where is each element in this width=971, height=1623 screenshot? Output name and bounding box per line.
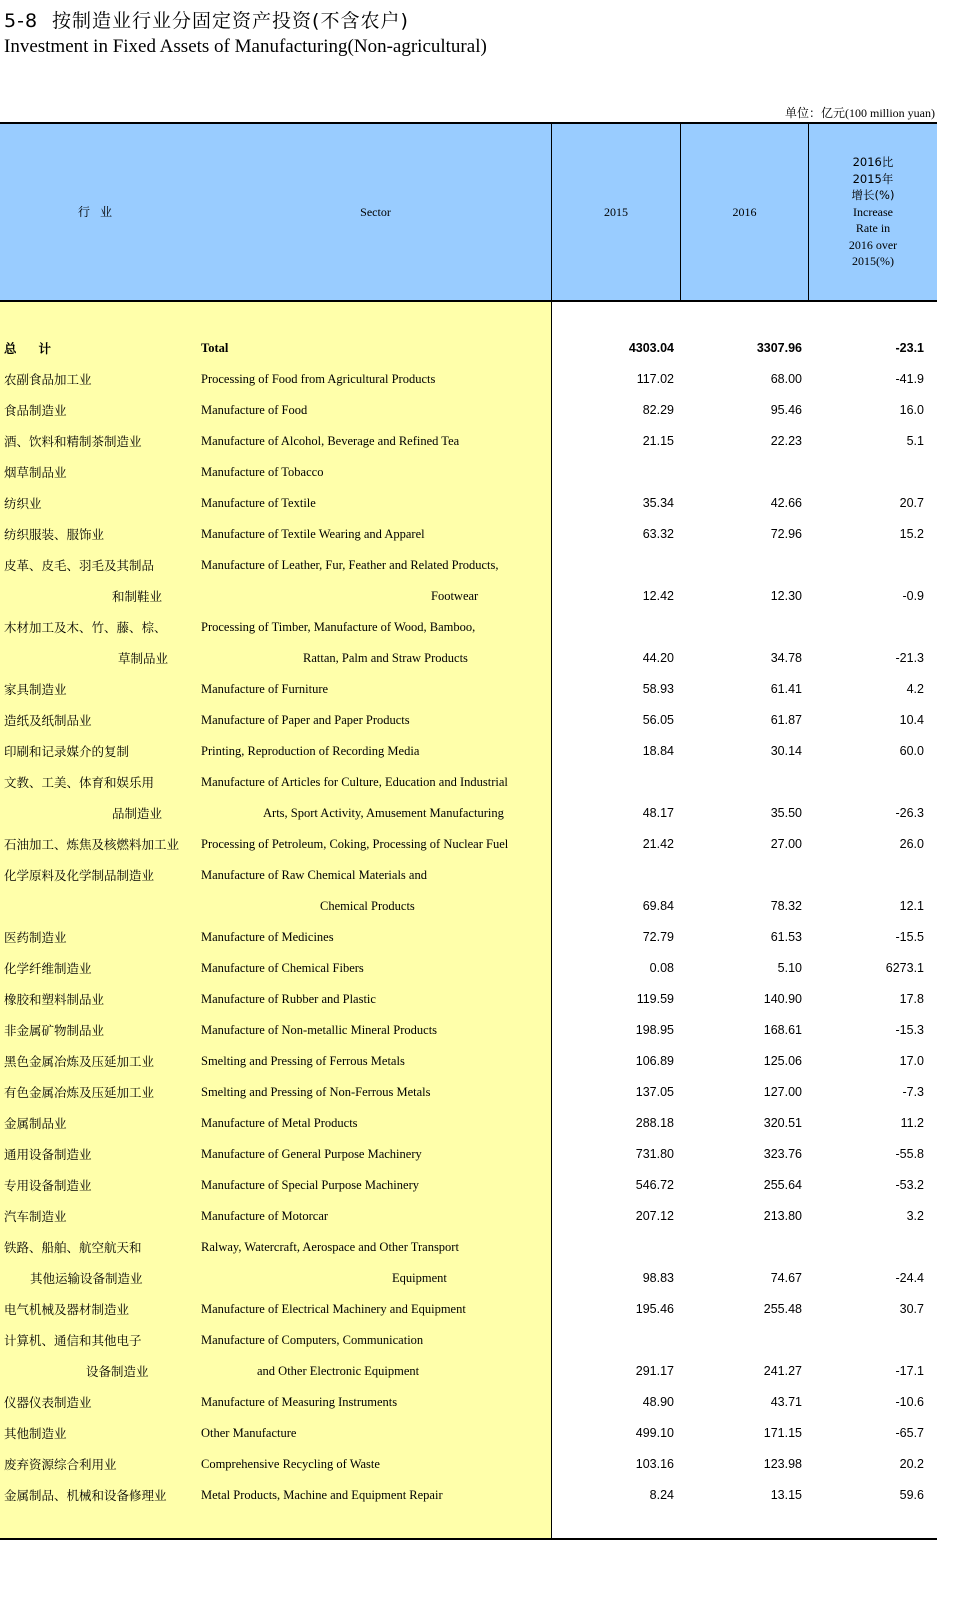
- sector-name-cn: 木材加工及木、竹、藤、棕、: [4, 620, 167, 635]
- growth-rate: -26.3: [895, 806, 924, 820]
- table-row: [0, 333, 937, 364]
- value-2016: 95.46: [770, 403, 802, 417]
- header-sector-en: Sector: [360, 204, 391, 219]
- header-sector-cn: 行业: [77, 204, 122, 219]
- sector-name-cn: 橡胶和塑料制品业: [4, 992, 105, 1007]
- value-2015: 56.05: [642, 713, 674, 727]
- growth-rate: -7.3: [902, 1085, 924, 1099]
- table-row: [0, 643, 937, 674]
- sector-name-en: and Other Electronic Equipment: [257, 1364, 420, 1378]
- value-2016: 42.66: [770, 496, 802, 510]
- sector-name-en: Manufacture of Food: [201, 403, 308, 417]
- value-2016: 127.00: [763, 1085, 802, 1099]
- growth-rate: -23.1: [895, 341, 924, 355]
- value-2016: 74.67: [770, 1271, 802, 1285]
- sector-name-en: Other Manufacture: [201, 1426, 297, 1440]
- growth-rate: 59.6: [899, 1488, 924, 1502]
- sector-name-cn: 计算机、通信和其他电子: [4, 1333, 142, 1348]
- table-row: [0, 1139, 937, 1170]
- table-title-cn: [4, 6, 409, 33]
- value-2016: 43.71: [770, 1395, 802, 1409]
- table-title-en: Investment in Fixed Assets of Manufacturing(Non-agricultural): [4, 36, 487, 57]
- growth-rate: 5.1: [906, 434, 924, 448]
- growth-rate: -65.7: [895, 1426, 924, 1440]
- sector-name-cn: 酒、饮料和精制茶制造业: [4, 434, 142, 449]
- sector-name-cn: 仪器仪表制造业: [4, 1395, 92, 1410]
- sector-name-cn: 设备制造业: [86, 1364, 149, 1379]
- table-row: [0, 581, 937, 612]
- unit-label-cn: 单位：亿元: [784, 106, 845, 120]
- sector-name-en: Manufacture of Articles for Culture, Education and Industrial: [201, 775, 508, 789]
- table-row: [0, 1449, 937, 1480]
- value-2016: 35.50: [770, 806, 802, 820]
- table-row: [0, 984, 937, 1015]
- growth-rate: 20.2: [899, 1457, 924, 1471]
- sector-name-cn: 有色金属冶炼及压延加工业: [4, 1085, 155, 1100]
- value-2016: 171.15: [763, 1426, 802, 1440]
- sector-name-en: Manufacture of Textile: [201, 496, 316, 510]
- table-row: [0, 1263, 937, 1294]
- sector-name-en: Manufacture of Raw Chemical Materials and: [201, 868, 427, 882]
- table-row: [0, 1015, 937, 1046]
- table-number: 5-8: [4, 10, 39, 32]
- value-2015: 195.46: [635, 1302, 674, 1316]
- table-row: [0, 1046, 937, 1077]
- value-2016: 123.98: [763, 1457, 802, 1471]
- sector-name-en: Manufacture of Medicines: [201, 930, 334, 944]
- table-row: [0, 426, 937, 457]
- value-2015: 198.95: [635, 1023, 674, 1037]
- sector-name-en: Manufacture of Non-metallic Mineral Products: [201, 1023, 438, 1037]
- unit-label-en: (100 million yuan): [845, 106, 935, 120]
- table-row: [0, 674, 937, 705]
- value-2016: 140.90: [763, 992, 802, 1006]
- table-row: [0, 1418, 937, 1449]
- sector-name-en: Manufacture of Special Purpose Machinery: [201, 1178, 419, 1192]
- value-2015: 288.18: [635, 1116, 674, 1130]
- value-2016: 12.30: [770, 589, 802, 603]
- sector-name-en: Processing of Petroleum, Coking, Processing of Nuclear Fuel: [201, 837, 509, 851]
- sector-name-cn: 印刷和记录媒介的复制: [4, 744, 130, 759]
- growth-rate: 4.2: [906, 682, 924, 696]
- growth-rate: 6273.1: [885, 961, 924, 975]
- sector-name-en: Manufacture of Textile Wearing and Apparel: [201, 527, 425, 541]
- sector-name-cn: 皮革、皮毛、羽毛及其制品: [4, 558, 155, 573]
- unit-label: [785, 104, 935, 121]
- value-2015: 63.32: [642, 527, 674, 541]
- growth-rate: 26.0: [899, 837, 924, 851]
- value-2016: 13.15: [770, 1488, 802, 1502]
- table-title-cn-text: 按制造业行业分固定资产投资(不含农户): [52, 10, 409, 32]
- table-row: [0, 612, 937, 643]
- table-row: [0, 891, 937, 922]
- value-2015: 546.72: [635, 1178, 674, 1192]
- sector-name-en: Comprehensive Recycling of Waste: [201, 1457, 380, 1471]
- header-2016: 2016: [732, 204, 757, 219]
- growth-rate: -17.1: [895, 1364, 924, 1378]
- growth-rate: 60.0: [899, 744, 924, 758]
- header-rate: [809, 124, 937, 300]
- value-2015: 0.08: [649, 961, 674, 975]
- sector-name-en: Chemical Products: [320, 899, 415, 913]
- sector-name-en: Manufacture of Computers, Communication: [201, 1333, 424, 1347]
- sector-name-en: Footwear: [431, 589, 479, 603]
- value-2016: 241.27: [763, 1364, 802, 1378]
- value-2016: 3307.96: [756, 341, 802, 355]
- table-row: [0, 1077, 937, 1108]
- sector-name-en: Total: [201, 341, 229, 355]
- sector-name-en: Ralway, Watercraft, Aerospace and Other Transport: [201, 1240, 459, 1254]
- growth-rate: 30.7: [899, 1302, 924, 1316]
- value-2015: 12.42: [642, 589, 674, 603]
- value-2015: 82.29: [642, 403, 674, 417]
- sector-name-cn: 草制品业: [118, 651, 169, 666]
- value-2015: 35.34: [642, 496, 674, 510]
- sector-name-en: Manufacture of Leather, Fur, Feather and Related Products,: [201, 558, 499, 572]
- table-row: [0, 519, 937, 550]
- growth-rate: -15.5: [895, 930, 924, 944]
- table-row: [0, 1356, 937, 1387]
- growth-rate: 12.1: [899, 899, 924, 913]
- growth-rate: -53.2: [895, 1178, 924, 1192]
- table-row: [0, 1201, 937, 1232]
- value-2016: 320.51: [763, 1116, 802, 1130]
- value-2015: 21.42: [642, 837, 674, 851]
- table-row: [0, 1325, 937, 1356]
- sector-name-en: Rattan, Palm and Straw Products: [303, 651, 468, 665]
- value-2015: 44.20: [642, 651, 674, 665]
- table-row: [0, 1387, 937, 1418]
- header-rate-line: 2015(%): [852, 254, 894, 269]
- value-2015: 499.10: [635, 1426, 674, 1440]
- growth-rate: -41.9: [895, 372, 924, 386]
- value-2015: 137.05: [635, 1085, 674, 1099]
- value-2016: 255.48: [763, 1302, 802, 1316]
- sector-name-cn: 纺织服装、服饰业: [4, 527, 105, 542]
- sector-name-en: Printing, Reproduction of Recording Media: [201, 744, 420, 758]
- value-2015: 106.89: [635, 1054, 674, 1068]
- sector-name-en: Smelting and Pressing of Non-Ferrous Metals: [201, 1085, 431, 1099]
- value-2016: 78.32: [770, 899, 802, 913]
- sector-name-cn: 和制鞋业: [112, 589, 163, 604]
- table-row: [0, 364, 937, 395]
- growth-rate: 16.0: [899, 403, 924, 417]
- table-row: [0, 1108, 937, 1139]
- value-2015: 69.84: [642, 899, 674, 913]
- growth-rate: -24.4: [895, 1271, 924, 1285]
- data-table: [0, 122, 937, 1540]
- table-row: [0, 457, 937, 488]
- table-row: [0, 953, 937, 984]
- table-row: [0, 767, 937, 798]
- growth-rate: -0.9: [902, 589, 924, 603]
- growth-rate: -15.3: [895, 1023, 924, 1037]
- value-2015: 48.90: [642, 1395, 674, 1409]
- sector-name-en: Manufacture of Electrical Machinery and Equipment: [201, 1302, 466, 1316]
- sector-name-cn: 文教、工美、体育和娱乐用: [4, 775, 155, 790]
- value-2016: 30.14: [770, 744, 802, 758]
- value-2016: 34.78: [770, 651, 802, 665]
- sector-name-en: Manufacture of Rubber and Plastic: [201, 992, 376, 1006]
- value-2015: 18.84: [642, 744, 674, 758]
- value-2016: 22.23: [770, 434, 802, 448]
- value-2016: 323.76: [763, 1147, 802, 1161]
- header-rate-line: Increase: [853, 204, 893, 219]
- sector-name-cn: 其他制造业: [4, 1426, 67, 1441]
- value-2015: 72.79: [642, 930, 674, 944]
- table-row: [0, 860, 937, 891]
- sector-name-en: Manufacture of Paper and Paper Products: [201, 713, 410, 727]
- sector-name-en: Manufacture of Measuring Instruments: [201, 1395, 398, 1409]
- table-row: [0, 829, 937, 860]
- sector-name-cn: 医药制造业: [4, 930, 67, 945]
- value-2016: 168.61: [763, 1023, 802, 1037]
- sector-name-cn: 金属制品业: [4, 1116, 67, 1131]
- sector-name-cn: 纺织业: [4, 496, 42, 511]
- value-2015: 21.15: [642, 434, 674, 448]
- sector-name-en: Manufacture of Tobacco: [201, 465, 324, 479]
- sector-name-cn: 金属制品、机械和设备修理业: [4, 1488, 167, 1503]
- growth-rate: 17.8: [899, 992, 924, 1006]
- table-row: [0, 1170, 937, 1201]
- header-rate-line: 2015年: [852, 171, 894, 186]
- growth-rate: 15.2: [899, 527, 924, 541]
- value-2015: 98.83: [642, 1271, 674, 1285]
- value-2015: 207.12: [635, 1209, 674, 1223]
- sector-name-en: Processing of Food from Agricultural Products: [201, 372, 436, 386]
- sector-name-en: Arts, Sport Activity, Amusement Manufacturing: [263, 806, 504, 820]
- header-rate-line: 增长(%): [851, 188, 895, 203]
- value-2015: 117.02: [636, 372, 674, 386]
- sector-name-cn: 汽车制造业: [4, 1209, 67, 1224]
- growth-rate: 10.4: [899, 713, 924, 727]
- sector-name-en: Metal Products, Machine and Equipment Repair: [201, 1488, 443, 1502]
- sector-name-en: Manufacture of Alcohol, Beverage and Refined Tea: [201, 434, 460, 448]
- sector-name-cn: 化学原料及化学制品制造业: [4, 868, 155, 883]
- table-row: [0, 736, 937, 767]
- sector-name-cn: 烟草制品业: [4, 465, 67, 480]
- sector-name-en: Manufacture of Metal Products: [201, 1116, 358, 1130]
- header-rate-line: 2016 over: [848, 237, 898, 252]
- header-rate-line: Rate in: [855, 221, 891, 236]
- table-row: [0, 550, 937, 581]
- table-row: [0, 705, 937, 736]
- sector-name-cn: 食品制造业: [4, 403, 67, 418]
- sector-name-en: Manufacture of Furniture: [201, 682, 329, 696]
- sector-name-cn: 废弃资源综合利用业: [4, 1457, 117, 1472]
- table-row: [0, 922, 937, 953]
- sector-name-cn: 黑色金属冶炼及压延加工业: [4, 1054, 155, 1069]
- value-2015: 291.17: [635, 1364, 674, 1378]
- growth-rate: -10.6: [895, 1395, 924, 1409]
- sector-name-en: Equipment: [392, 1271, 447, 1285]
- sector-name-en: Manufacture of General Purpose Machinery: [201, 1147, 422, 1161]
- value-2015: 731.80: [635, 1147, 674, 1161]
- sector-name-cn: 通用设备制造业: [4, 1147, 92, 1162]
- sector-name-en: Manufacture of Chemical Fibers: [201, 961, 364, 975]
- sector-name-cn: 非金属矿物制品业: [4, 1023, 105, 1038]
- sector-name-cn: 总计: [4, 341, 74, 356]
- table-row: [0, 395, 937, 426]
- growth-rate: -55.8: [895, 1147, 924, 1161]
- value-2016: 125.06: [763, 1054, 802, 1068]
- value-2015: 119.59: [636, 992, 674, 1006]
- sector-name-cn: 家具制造业: [4, 682, 67, 697]
- value-2016: 68.00: [770, 372, 802, 386]
- table-row: [0, 1294, 937, 1325]
- value-2016: 61.41: [770, 682, 802, 696]
- table-row: [0, 798, 937, 829]
- sector-name-cn: 电气机械及器材制造业: [4, 1302, 130, 1317]
- table-row: [0, 1480, 937, 1511]
- value-2015: 103.16: [635, 1457, 674, 1471]
- value-2016: 72.96: [770, 527, 802, 541]
- value-2015: 8.24: [649, 1488, 674, 1502]
- growth-rate: 11.2: [900, 1116, 924, 1130]
- sector-name-cn: 石油加工、炼焦及核燃料加工业: [4, 837, 180, 852]
- value-2015: 4303.04: [628, 341, 674, 355]
- value-2016: 27.00: [770, 837, 802, 851]
- value-2016: 213.80: [763, 1209, 802, 1223]
- sector-name-en: Manufacture of Motorcar: [201, 1209, 329, 1223]
- sector-name-en: Processing of Timber, Manufacture of Wood, Bamboo,: [201, 620, 476, 634]
- value-2016: 5.10: [777, 961, 802, 975]
- sector-name-cn: 专用设备制造业: [4, 1178, 92, 1193]
- header-rate-line: 2016比: [852, 155, 894, 170]
- sector-name-cn: 造纸及纸制品业: [4, 713, 92, 728]
- sector-name-cn: 化学纤维制造业: [4, 961, 92, 976]
- sector-name-en: Smelting and Pressing of Ferrous Metals: [201, 1054, 405, 1068]
- growth-rate: 3.2: [906, 1209, 924, 1223]
- sector-name-cn: 农副食品加工业: [4, 372, 92, 387]
- growth-rate: 20.7: [899, 496, 924, 510]
- table-header: [0, 124, 937, 302]
- growth-rate: 17.0: [899, 1054, 924, 1068]
- value-2015: 48.17: [642, 806, 674, 820]
- table-row: [0, 488, 937, 519]
- table-row: [0, 1232, 937, 1263]
- header-2015: 2015: [604, 204, 628, 219]
- growth-rate: -21.3: [895, 651, 924, 665]
- value-2016: 61.53: [770, 930, 802, 944]
- value-2016: 255.64: [763, 1178, 802, 1192]
- sector-name-cn: 其他运输设备制造业: [30, 1271, 143, 1286]
- value-2016: 61.87: [770, 713, 802, 727]
- sector-name-cn: 铁路、船舶、航空航天和: [4, 1240, 142, 1255]
- sector-name-cn: 品制造业: [112, 806, 163, 821]
- value-2015: 58.93: [642, 682, 674, 696]
